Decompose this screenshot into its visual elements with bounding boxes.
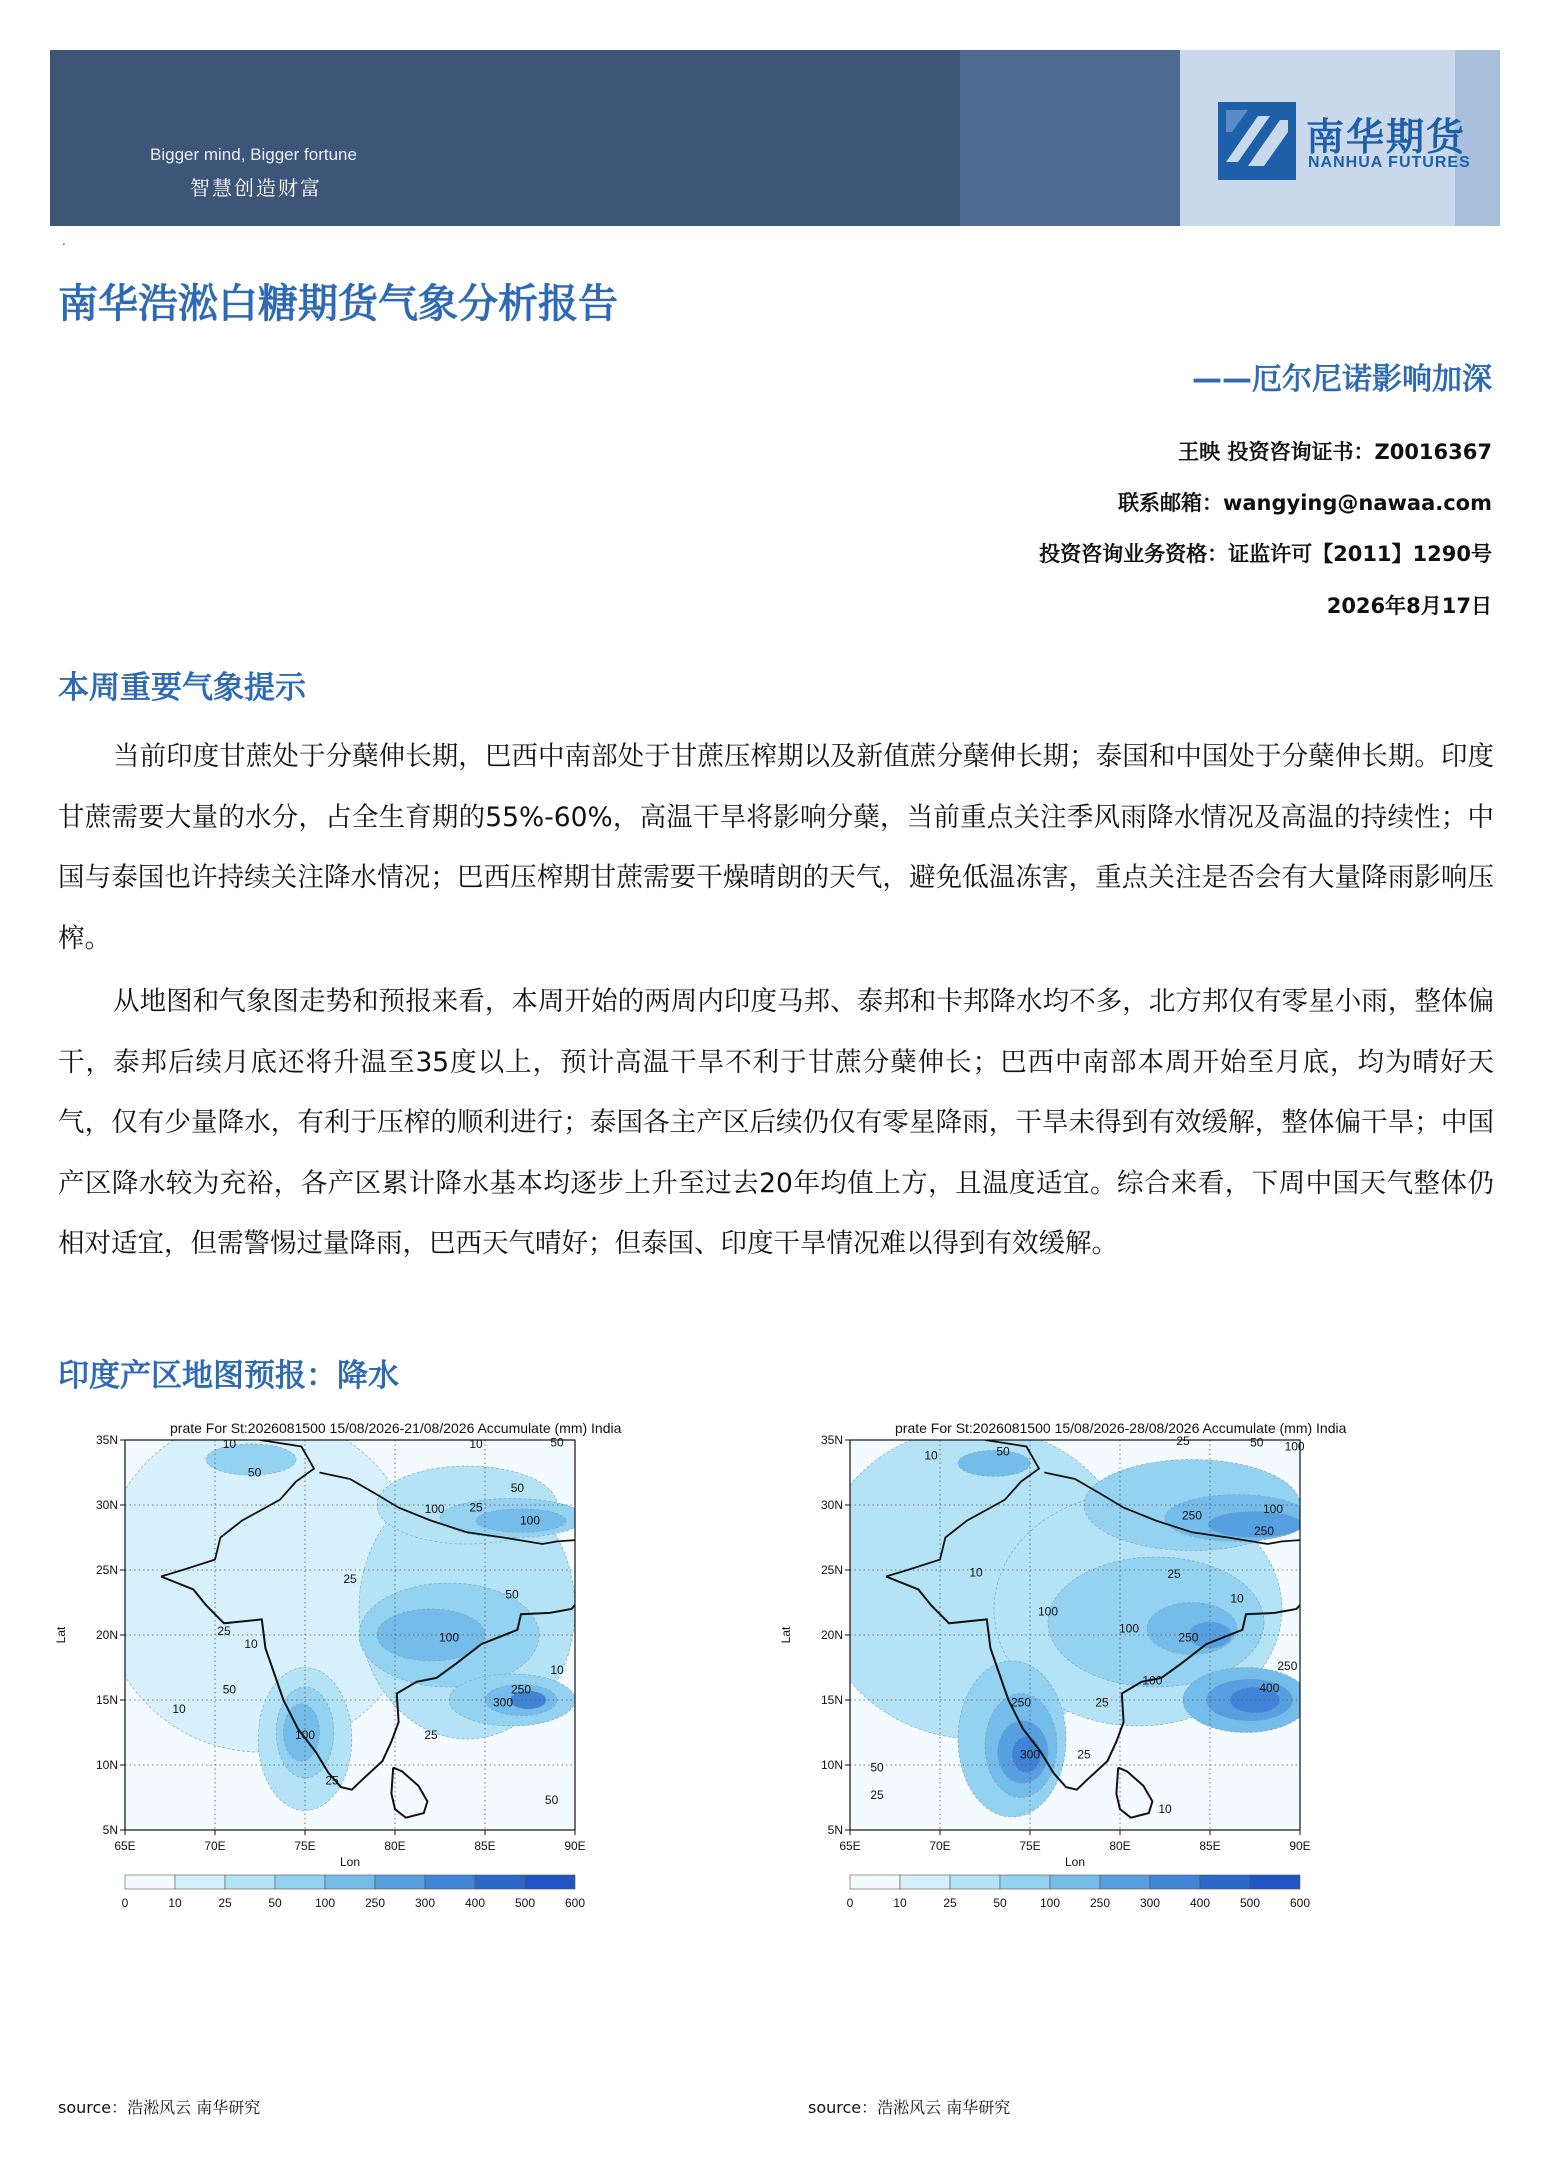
colorbar-label: 400 — [464, 1896, 486, 1910]
map-left — [40, 1420, 730, 2080]
contour-label: 100 — [519, 1513, 541, 1528]
contour-label: 100 — [1037, 1604, 1059, 1619]
contour-label: 10 — [172, 1702, 186, 1716]
x-tick-label: 80E — [384, 1839, 406, 1853]
contour-label: 10 — [1230, 1591, 1244, 1606]
y-tick-label: 15N — [95, 1693, 118, 1707]
colorbar-swatch — [1000, 1875, 1050, 1889]
y-tick-label: 5N — [102, 1823, 118, 1837]
y-tick-label: 10N — [95, 1758, 118, 1772]
contour-label: 400 — [1259, 1681, 1280, 1696]
colorbar-label: 100 — [1039, 1896, 1061, 1910]
contour-label: 100 — [1284, 1439, 1305, 1454]
y-tick-label: 15N — [820, 1693, 843, 1707]
contour-label: 25 — [469, 1500, 483, 1515]
report-title: 南华浩淞白糖期货气象分析报告 — [58, 281, 618, 327]
colorbar-label: 400 — [1189, 1896, 1211, 1910]
y-tick-label: 35N — [95, 1433, 118, 1447]
colorbar-swatch — [225, 1875, 275, 1889]
map-right — [765, 1420, 1455, 2080]
colorbar-swatch — [1250, 1875, 1300, 1889]
paragraph-1 — [58, 727, 1494, 969]
contour-label: 50 — [1250, 1435, 1264, 1450]
contour-label: 25 — [217, 1624, 231, 1638]
contour-label: 10 — [1158, 1802, 1172, 1817]
colorbar-label: 0 — [121, 1896, 129, 1910]
banner-panel — [960, 50, 1180, 226]
contour-label: 10 — [469, 1436, 483, 1451]
x-tick-label: 65E — [114, 1839, 136, 1853]
colorbar-label: 500 — [1239, 1896, 1261, 1910]
colorbar-label: 250 — [1089, 1896, 1111, 1910]
colorbar-swatch — [375, 1875, 425, 1889]
colorbar-swatch — [900, 1875, 950, 1889]
logo-text-chinese: 南华期货 — [1306, 115, 1467, 159]
contour-label: 250 — [1253, 1523, 1275, 1538]
colorbar-swatch — [475, 1875, 525, 1889]
colorbar-label: 25 — [943, 1896, 957, 1910]
contour-label: 100 — [1118, 1621, 1140, 1636]
report-subtitle: ——厄尔尼诺影响加深 — [1192, 362, 1492, 397]
colorbar-swatch — [125, 1875, 175, 1889]
y-tick-label: 30N — [820, 1498, 843, 1512]
y-tick-label: 25N — [95, 1563, 118, 1577]
x-tick-label: 70E — [204, 1839, 226, 1853]
contour-label: 250 — [1010, 1695, 1032, 1710]
header-banner — [50, 50, 1500, 226]
colorbar-swatch — [1050, 1875, 1100, 1889]
colorbar-swatch — [1100, 1875, 1150, 1889]
stray-dot: . — [62, 234, 66, 248]
y-tick-label: 20N — [820, 1628, 843, 1642]
email-line: 联系邮箱：wangying@nawaa.com — [1117, 491, 1492, 515]
report-date: 2026年8月17日 — [1326, 594, 1492, 618]
map-left-title: prate For St:2026081500 15/08/2026-21/08/2026 Accumulate (mm) India — [170, 1420, 622, 1436]
colorbar-swatch — [325, 1875, 375, 1889]
contour-label: 50 — [510, 1481, 525, 1495]
contour-label: 50 — [870, 1760, 884, 1775]
contour-label: 25 — [870, 1787, 884, 1802]
colorbar-label: 300 — [414, 1896, 436, 1910]
colorbar-swatch — [275, 1875, 325, 1889]
contour-label: 10 — [969, 1565, 983, 1580]
colorbar-swatch — [850, 1875, 900, 1889]
contour-label: 10 — [222, 1436, 237, 1451]
contour-label: 250 — [1178, 1630, 1199, 1645]
precip-map-right — [765, 1420, 1455, 2080]
contour-label: 300 — [492, 1695, 514, 1710]
colorbar-label: 50 — [268, 1896, 282, 1910]
contour-label: 50 — [550, 1435, 564, 1450]
colorbar-label: 100 — [314, 1896, 336, 1910]
x-tick-label: 90E — [1289, 1839, 1311, 1853]
y-tick-label: 5N — [827, 1823, 843, 1837]
contour-label: 50 — [222, 1682, 237, 1697]
paragraph-1-text: 当前印度甘蔗处于分蘖伸长期，巴西中南部处于甘蔗压榨期以及新值蔗分蘖伸长期；泰国和中国处于分蘖伸长期。印度甘蔗需要大量的水分，占全生育期的55%-60%，高温干旱将影响分蘖，当前重点关注季风雨降水情况及高温的持续性；中国与泰国也许持续关注降水情况；巴西压榨期甘蔗需要干燥晴朗的天气，避免低温冻害，重点关注是否会有大量降雨影响压榨。 — [58, 741, 1494, 954]
map-left-source: source：浩淞风云 南华研究 — [58, 2098, 261, 2117]
x-tick-label: 65E — [839, 1839, 861, 1853]
y-axis-label: Lat — [54, 1626, 68, 1644]
contour-label: 100 — [1142, 1673, 1163, 1688]
colorbar-label: 10 — [893, 1896, 907, 1910]
y-axis-label: Lat — [779, 1626, 793, 1644]
contour-label: 50 — [247, 1465, 262, 1480]
contour-label: 100 — [294, 1728, 316, 1742]
colorbar-swatch — [425, 1875, 475, 1889]
contour-label: 250 — [1277, 1659, 1298, 1674]
colorbar-label: 500 — [514, 1896, 536, 1910]
slogan-chinese: 智慧创造财富 — [190, 176, 322, 200]
x-tick-label: 90E — [564, 1839, 586, 1853]
colorbar-label: 250 — [364, 1896, 386, 1910]
x-tick-label: 85E — [1199, 1839, 1221, 1853]
contour-label: 25 — [1095, 1695, 1109, 1710]
contour-label: 50 — [505, 1587, 519, 1602]
contour-label: 25 — [1176, 1434, 1190, 1449]
colorbar-label: 0 — [846, 1896, 854, 1910]
contour-label: 100 — [438, 1630, 460, 1645]
colorbar-swatch — [950, 1875, 1000, 1889]
contour-label: 25 — [424, 1728, 438, 1742]
colorbar-swatch — [1150, 1875, 1200, 1889]
colorbar-swatch — [1200, 1875, 1250, 1889]
colorbar-swatch — [525, 1875, 575, 1889]
x-tick-label: 80E — [1109, 1839, 1131, 1853]
nanhua-logo-icon — [1218, 102, 1296, 180]
contour-label: 25 — [1167, 1566, 1181, 1581]
x-tick-label: 75E — [294, 1839, 316, 1853]
colorbar-label: 600 — [1289, 1896, 1311, 1910]
map-right-source: source：浩淞风云 南华研究 — [808, 2098, 1011, 2117]
colorbar-label: 10 — [168, 1896, 182, 1910]
x-tick-label: 85E — [474, 1839, 496, 1853]
paragraph-2-text: 从地图和气象图走势和预报来看，本周开始的两周内印度马邦、泰邦和卡邦降水均不多，北方邦仅有零星小雨，整体偏干，泰邦后续月底还将升温至35度以上，预计高温干旱不利于甘蔗分蘖伸长；巴西中南部本周开始至月底，均为晴好天气，仅有少量降水，有利于压榨的顺利进行；泰国各主产区后续仍仅有零星降雨，干旱未得到有效缓解，整体偏干旱；中国产区降水较为充裕，各产区累计降水基本均逐步上升至过去20年均值上方，且温度适宜。综合来看，下周中国天气整体仍相对适宜，但需警惕过量降雨，巴西天气晴好；但泰国、印度干旱情况难以得到有效缓解。 — [58, 986, 1494, 1259]
contour-label: 25 — [1077, 1747, 1091, 1762]
colorbar-label: 25 — [218, 1896, 232, 1910]
y-tick-label: 25N — [820, 1563, 843, 1577]
y-tick-label: 35N — [820, 1433, 843, 1447]
contour-label: 50 — [996, 1444, 1010, 1459]
paragraph-2 — [58, 972, 1494, 1275]
precip-region — [958, 1450, 1030, 1476]
x-axis-label: Lon — [339, 1855, 361, 1869]
contour-label: 25 — [343, 1572, 357, 1586]
contour-label: 250 — [1181, 1508, 1203, 1523]
x-tick-label: 70E — [929, 1839, 951, 1853]
contour-label: 10 — [550, 1663, 564, 1677]
company-logo — [1218, 102, 1500, 182]
contour-label: 100 — [1262, 1501, 1284, 1516]
x-tick-label: 75E — [1019, 1839, 1041, 1853]
contour-label: 50 — [544, 1793, 559, 1807]
contour-label: 25 — [325, 1773, 339, 1788]
precip-map-left — [40, 1420, 730, 2080]
license-line: 投资咨询业务资格：证监许可【2011】1290号 — [1039, 542, 1492, 566]
slogan-english: Bigger mind, Bigger fortune — [150, 145, 357, 164]
x-axis-label: Lon — [1064, 1855, 1086, 1869]
y-tick-label: 10N — [820, 1758, 843, 1772]
section-heading-india-precip: 印度产区地图预报：降水 — [58, 1358, 399, 1394]
contour-label: 100 — [424, 1501, 445, 1516]
contour-label: 250 — [510, 1682, 532, 1697]
contour-label: 300 — [1019, 1747, 1041, 1762]
colorbar-label: 300 — [1139, 1896, 1161, 1910]
author-line: 王映 投资咨询证书：Z0016367 — [1178, 440, 1492, 464]
map-right-title: prate For St:2026081500 15/08/2026-28/08/2026 Accumulate (mm) India — [895, 1420, 1347, 1436]
logo-text-english: NANHUA FUTURES — [1308, 154, 1471, 171]
y-tick-label: 30N — [95, 1498, 118, 1512]
section-heading-weather-tips: 本周重要气象提示 — [58, 670, 306, 706]
colorbar-label: 600 — [564, 1896, 586, 1910]
colorbar-label: 50 — [993, 1896, 1007, 1910]
colorbar-swatch — [175, 1875, 225, 1889]
y-tick-label: 20N — [95, 1628, 118, 1642]
contour-label: 10 — [244, 1637, 258, 1651]
contour-label: 10 — [924, 1448, 938, 1463]
